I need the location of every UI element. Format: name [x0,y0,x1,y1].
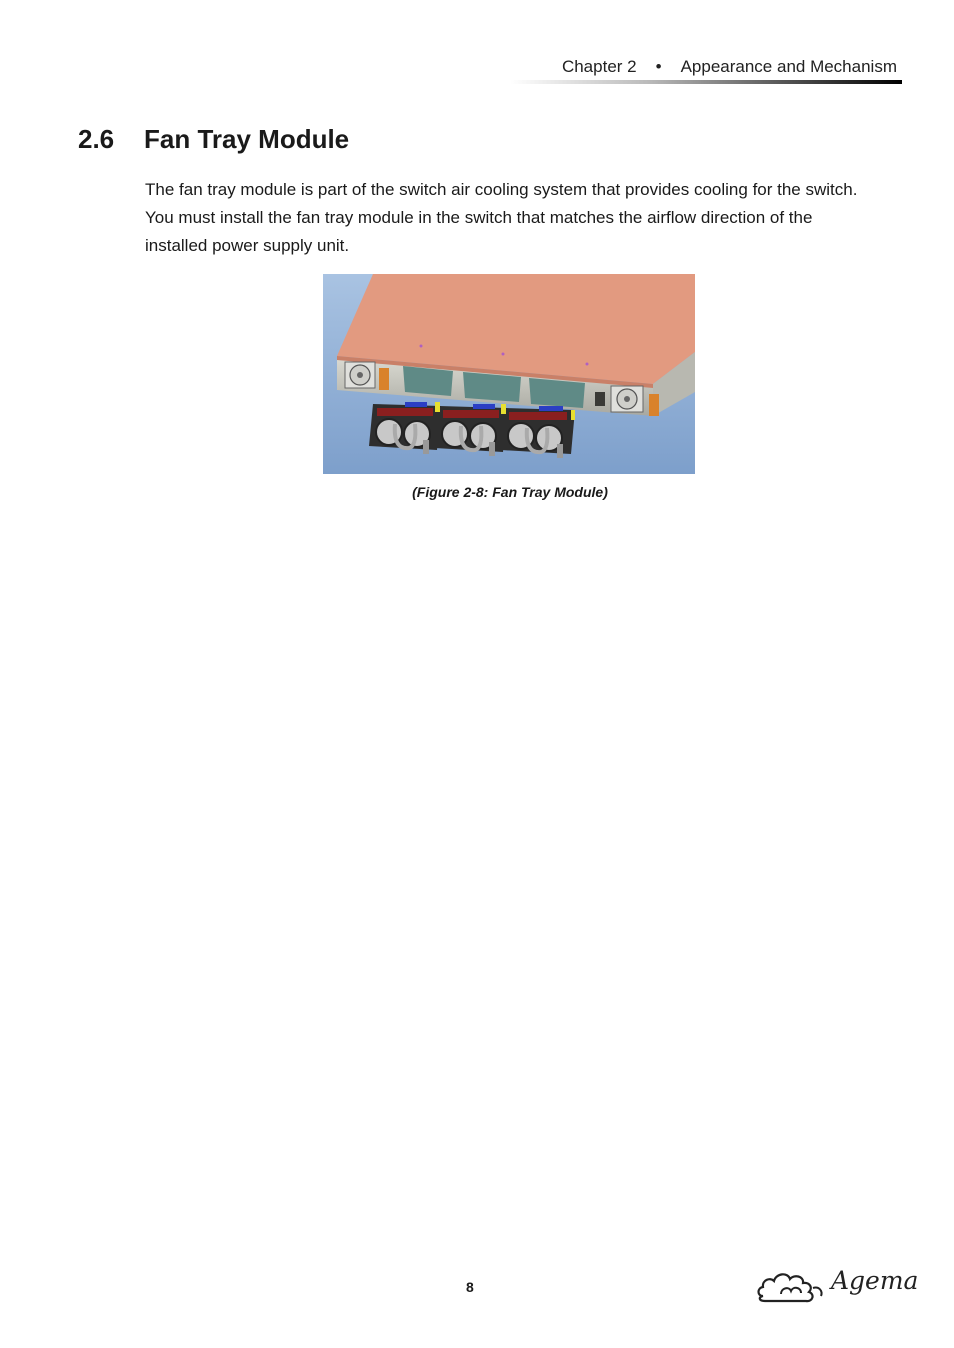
figure-caption: (Figure 2-8: Fan Tray Module) [412,484,608,500]
fan-module-2 [435,402,507,456]
header-rule [510,80,902,84]
page-header [510,55,902,85]
header-chapter-title: Appearance and Mechanism [680,57,897,76]
fan-tray-figure [323,274,695,474]
fan-module-3 [501,404,575,458]
header-chapter: Chapter 2 [561,57,637,76]
section-number: 2.6 [78,124,115,154]
header-separator: • [655,57,662,76]
header-text [562,57,897,77]
fan-module-1 [369,402,441,454]
fan-tray-illustration [323,274,695,474]
section-title: Fan Tray Module [144,124,350,154]
page-number: 8 [466,1279,474,1295]
brand-name: Agema [831,1266,919,1295]
agema-logo [755,1264,919,1306]
section-heading [78,124,349,155]
body-paragraph: The fan tray module is part of the switch air cooling system that provides cooling for the switch. You must install the fan tray module in the switch that matches the airflow direction of the installed power supply unit. [145,180,858,255]
cloud-logo-icon [755,1264,827,1304]
